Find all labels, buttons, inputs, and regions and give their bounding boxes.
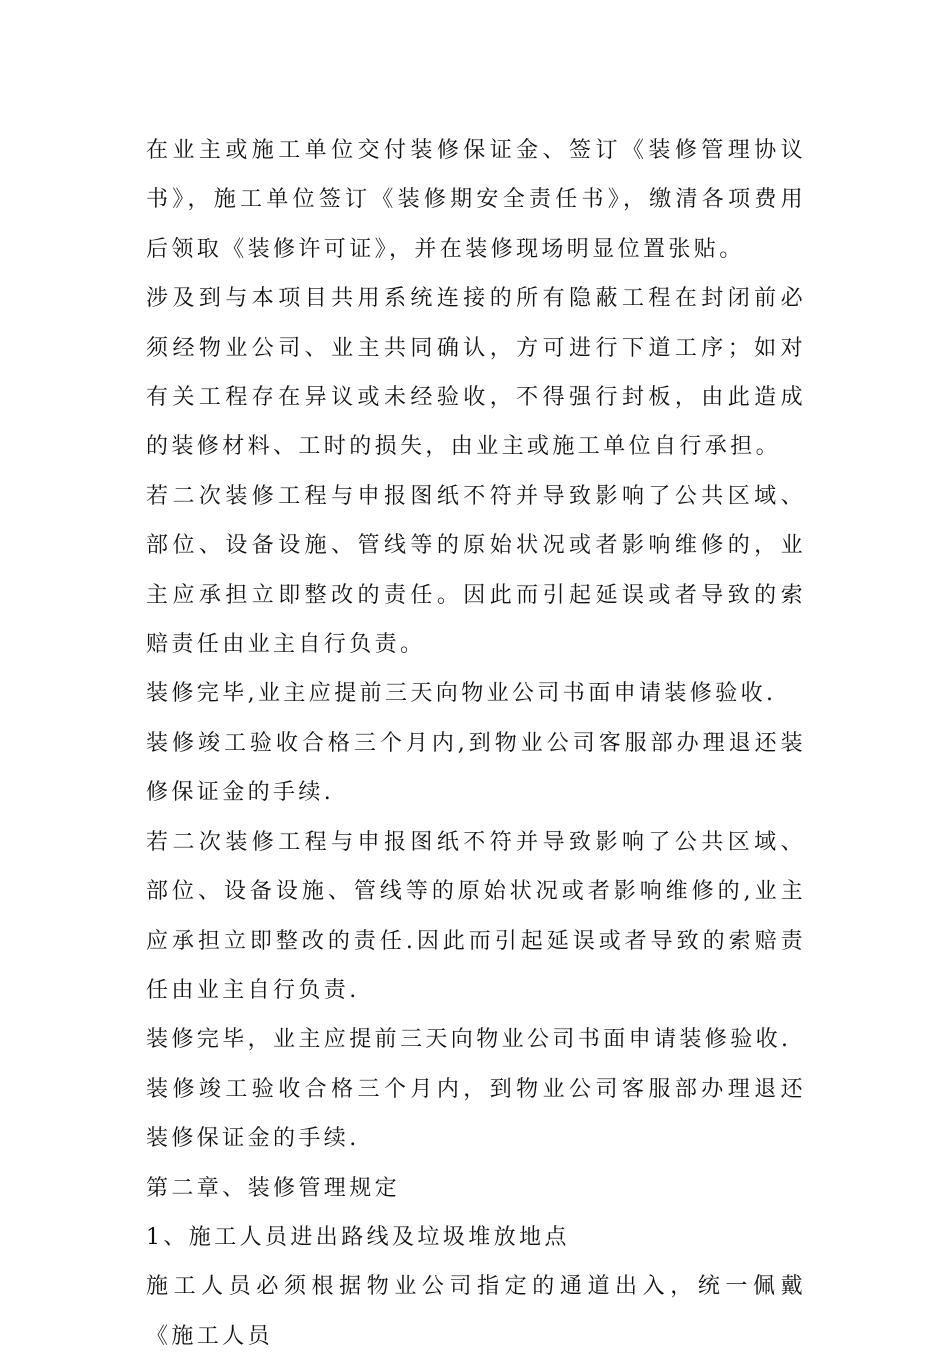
chapter-heading: 第二章、装修管理规定	[146, 1175, 401, 1201]
paragraph-rectification-responsibility-repeat: 若二次装修工程与申报图纸不符并导致影响了公共区域、部位、设备设施、管线等的原始状况或者影响维修的,业主应承担立即整改的责任.因此而引起延误或者导致的索赔责任由业主自行负责.	[146, 829, 806, 1003]
paragraph-rectification-responsibility: 若二次装修工程与申报图纸不符并导致影响了公共区域、部位、设备设施、管线等的原始状况或者影响维修的，业主应承担立即整改的责任。因此而引起延误或者导致的索赔责任由业主自行负责。	[146, 483, 806, 658]
paragraph-worker-access: 施工人员必须根据物业公司指定的通道出入，统一佩戴《施工人员	[146, 1274, 806, 1349]
document-body	[146, 126, 806, 1361]
paragraph-deposit-refund-repeat: 装修竣工验收合格三个月内，到物业公司客服部办理退还装修保证金的手续.	[146, 1076, 806, 1152]
paragraph-acceptance-request-repeat: 装修完毕，业主应提前三天向物业公司书面申请装修验收.	[146, 1027, 792, 1053]
paragraph-concealed-works: 涉及到与本项目共用系统连接的所有隐蔽工程在封闭前必须经物业公司、业主共同确认，方可进行下道工序；如对有关工程存在异议或未经验收，不得强行封板，由此造成的装修材料、工时的损失，由业主或施工单位自行承担。	[146, 286, 806, 460]
paragraph-deposit-refund: 装修竣工验收合格三个月内,到物业公司客服部办理退还装修保证金的手续.	[146, 730, 806, 806]
paragraph-acceptance-request: 装修完毕,业主应提前三天向物业公司书面申请装修验收.	[146, 681, 777, 707]
paragraph-permit-application: 在业主或施工单位交付装修保证金、签订《装修管理协议书》，施工单位签订《装修期安全责任书》，缴清各项费用后领取《装修许可证》，并在装修现场明显位置张贴。	[146, 138, 806, 262]
section-heading: 1、施工人员进出路线及垃圾堆放地点	[146, 1224, 570, 1250]
